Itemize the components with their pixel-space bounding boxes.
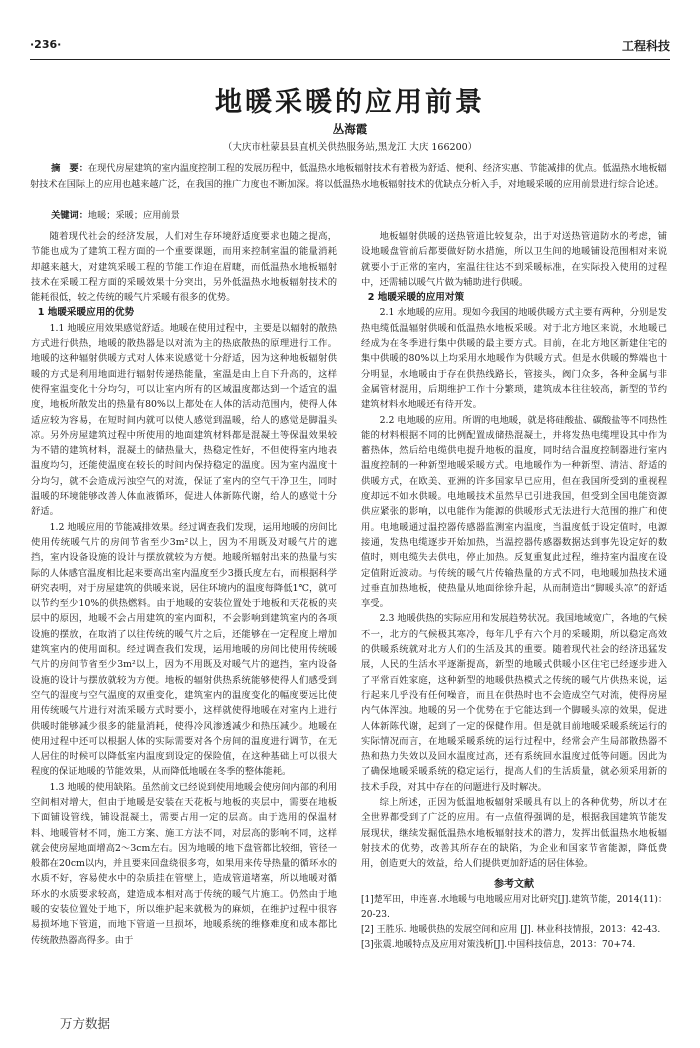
section-1-3-paragraph: 1.3 地暖的使用缺陷。虽然前文已经说到使用地暖会使房间内部的利用空间相对增大，但由于地暖是安装在天花板与地板的夹层中，需要在地板下面铺设管线，铺设混凝土，需要占用一定的层高。由于选用的保温材料、地暖管材不同，施工方案、施工方法不同，对层高的影响不同，这样就会使房屋地面增高2～3cm左右。因为地暖的地下盘管都比较细，管径一般都在20cm以内，并且要来回盘绕很多弯，如果用来传导热量的循环水的水质不好，容易使水中的杂质挂在管壁上，造成管道堵塞，所以地暖对循环水的水质要求较高，建造成本相对高于传统的暖气片施工。仍然由于地暖的安装位置处于地下，所以维护起来就极为的麻烦，在维护过程中很容易损坏地下管道，而地下管道一旦损坏，地暖系统的维修难度和成本都比传统散热器高得多。由于: [31, 781, 337, 946]
page-header: [30, 36, 670, 56]
section-2-2-paragraph: 2.2 电地暖的应用。所谓的电地暖，就是将硅酸盐、碳酸盐等不同热性能的材料根据不同的比例配置成储热混凝土，并将发热电缆埋设其中作为蓄热体，然后给电缆供电提升地板的温度，同时结合温度控制器进行室内温度控制的一种新型地暖采暖方式。电地暖作为一种新型、清洁、舒适的供暖方式，在欧美、亚洲的许多国家早已应用，但在我国所受到的重视程度却远不如水供暖。电地暖技术虽然早已引进我国，但受到全国电能资源供应紧张的影响，以电能作为能源的供暖形式无法进行大范围的推广和使用。电地暖通过温控器传感器监测室内温度，当温度低于设定值时，电源接通，发热电缆逐步开始加热，当温控器传感器数据达到事先设定好的数值时，则电缆失去供电，停止加热。反复重复此过程，维持室内温度在设定值附近波动。与传统的暖气片传输热量的方式不同，电地暖加热技术通过垂直加热地板，使热量从地面徐徐升起，从而制造出“脚暖头凉”的舒适享受。: [361, 414, 667, 610]
reference-item: [2] 王胜乐. 地暖供热的发展空间和应用 [J]. 林业科技情报，2013：42-43.: [361, 925, 661, 936]
reference-item: [3]张震.地暖特点及应用对策浅析[J].中国科技信息，2013：70+74.: [361, 940, 636, 951]
article-title: 地暖采暖的应用前景: [215, 87, 485, 118]
section-1-heading: 1 地暖采暖应用的优势: [37, 307, 135, 319]
section-2-1-paragraph: 2.1 水地暖的应用。现如今我国的地暖供暖方式主要有两种，分别是发热电缆低温辐射供暖和低温热水地板采暖。对于北方地区来说，水地暖已经成为在冬季进行集中供暖的最主要方式。目前，在北方地区新建住宅的集中供暖的80%以上均采用水地暖作为供暖方式。但是水供暖的弊端也十分明显，水地暖由于存在供热线路长，管接头，阀门众多，各种金属与非金属管材混用，后期维护工作十分繁琐，建筑成本往往较高，新型的节约建筑材料水地暖还有待开发。: [361, 307, 667, 411]
references-heading: 参考文献: [494, 879, 534, 891]
reference-item: [1]楚军田，申连喜.水地暖与电地暖应用对比研究[J].建筑节能，2014(11)：20-23.: [361, 895, 667, 921]
keywords-label: 关键词：: [51, 210, 88, 221]
section-1-1-paragraph: 1.1 地暖应用效果感觉舒适。地暖在使用过程中，主要是以辐射的散热方式进行供热，地暖的散热器是以对流为主的热底散热的原理进行工作。地暖的这种辐射供暖方式对人体来说感觉十分舒适，因为这种地板辐射供暖的方式是利用地面进行辐射传递热能量，室温是由上自下升高的，这样使得室温变化十分均匀，可以让室内所有的区域温度都达到一个适宜的温度，地板所散发出的热量有80%以上都处在人体的活动范围内，使得人体适应较为容易，在短时间内就可以使人感觉到温暖，给人的感觉是脚温头凉。另外房屋建筑过程中所使用的地面建筑材料都是混凝土等保温效果较为不错的建筑材料，混凝土的储热量大，热稳定性好，不但使得室内地表温度均匀，还能使温度在较长的时间内保持稳定的温度。因为室内温度十分均匀，就不会造成污浊空气的对流，保证了室内的空气干净卫生，同时温暖的环境能够改善人体血液循环，促进人体新陈代谢，给人的感觉十分舒适。: [31, 322, 337, 518]
abstract: [30, 161, 670, 192]
section-1-2-paragraph: 1.2 地暖应用的节能减排效果。经过调查我们发现，运用地暖的房间比使用传统暖气片的房间节省至少3m²以上，因为不用既及对暖气片的遮挡，室内设备设施的设计与摆放就较为方便。地暖所辐射出来的热量与实际的人体感官温度相比起来要高出室内温度至少3摄氏度左右，而根据科学研究表明，对于房屋建筑的供暖来说，居住环境内的温度每降低1℃，就可以节约至少10%的供热燃料。由于地暖的安装位置处于地板和天花板的夹层中的原因，地暖不会占用建筑的室内面积，不会影响到建筑室内的各项设施的摆放，在取消了以往传统的暖气片之后，还能够在一定程度上增加建筑室内的使用面积。经过调查我们发现，运用地暖的房间比使用传统暖气片的房间节省至少3m²以上，因为不用既及对暖气片的遮挡，室内设备设施的设计与摆放就较为方便。地板的辐射供热系统能够使得人们感受到空气的湿度与空气温度的双重变化，建筑室内的温度变化的幅度要远比使用传统暖气片进行对流采暖方式时要小，这样就使得地暖在对室内上进行供暖时能够减少很多的能量消耗，使得冷风渗透减少和热压减少。地暖在使用过程中还可以根据人体的实际需要对各个房间的温度进行调节，在无人居住的时候可以降低室内温度到设定的保险值，在这种基础上可以很大程度的保证地暖的节能效果，从而降低地暖在冬季的整体能耗。: [31, 521, 337, 778]
wanfang-watermark: 万方数据: [60, 1016, 111, 1031]
conclusion-paragraph: 综上所述，正因为低温地板辐射采暖具有以上的各种优势，所以才在全世界都受到了广泛的应用。有一点值得强调的是，根据我国建筑节能发展现状，继续发掘低温热水地板辐射技术的潜力，发挥出低温热水地板辐射技术的优势，改善其所存在的缺陷，为企业和国家节省能源，降低费用，创造更大的效益，给人们提供更加舒适的居住体验。: [361, 796, 667, 870]
keywords: [30, 209, 670, 223]
abstract-text: 在现代房屋建筑的室内温度控制工程的发展历程中，低温热水地板辐射技术有着极为舒适、便利、经济实惠、节能减排的优点。低温热水地板辐射技术在国际上的应用也越来越广泛，在我国的推广力度也不断加深。将以低温热水地板辐射技术的优缺点分析入手，对地暖采暖的应用前景进行综合论述。: [30, 163, 667, 190]
journal-name: 工程科技: [621, 39, 670, 53]
abstract-label: 摘 要：: [51, 163, 88, 174]
right-column: [361, 229, 667, 1019]
header-rule: [30, 59, 670, 60]
section-2-3-paragraph: 2.3 地暖供热的实际应用和发展趋势状况。我国地域宽广，各地的气候不一，北方的气候极其寒冷，每年几乎有六个月的采暖期，所以稳定高效的供暖系统就对北方人们的生活及其的重要。随着现代社会的经济迅猛发展，人民的生活水平逐渐提高，新型的地暖式供暖小区住宅已经逐步进入了平常百姓家庭，这种新型的地暖供热模式之传统的暖气片供热来说，运行起来几乎没有任何噪音，而且在供热时也不会造成空气对流，使得房屋内气体浑浊。地暖的另一个优势在于它能达到一个脚暖头凉的效果，促进人体新陈代谢，起到了一定的保健作用。但是就目前地暖采暖系统运行的实际情况而言，在地暖采暖系统的运行过程中，经常会产生局部散热器不热和热力失效以及回水温度过高，还有系统回水温度过低等问题。因此为了确保地暖采暖系统的稳定运行，提高人们的生活质量，就必须采用新的技术手段，对其中存在的问题进行及时解决。: [361, 613, 667, 793]
section-2-heading: 2 地暖采暖的应用对策: [367, 292, 465, 304]
keywords-text: 地暖；采暖；应用前景: [87, 210, 180, 221]
intro-paragraph: 随着现代社会的经济发展，人们对生存环境舒适度要求也随之提高，节能也成为了建筑工程方面的一个重要课题，而用来控制室温的能量消耗却越来越大，对建筑采暖工程的节能工作迫在眉睫，而低温热水地板辐射技术在采暖工程方面的采暖效果十分突出，另外低温热水地板辐射技术的能耗很低，较之传统的暖气片采暖有很多的优势。: [31, 231, 337, 304]
left-column: [31, 229, 337, 1019]
page-number: ·236·: [30, 38, 62, 51]
author: 丛海霞: [332, 122, 368, 136]
continued-paragraph: 地板辐射供暖的送热管道比较复杂，出于对送热管道防水的考虑，铺设地暖盘管前后都要做好防水措施，所以卫生间的地暖铺设范围相对来说就要小于正常的室内，室温往往达不到采暖标准，在实际投入使用的过程中，还需辅以暖气片做为辅助进行供暖。: [361, 231, 667, 288]
affiliation: （大庆市杜蒙县县直机关供热服务站,黑龙江 大庆 166200）: [222, 142, 478, 153]
